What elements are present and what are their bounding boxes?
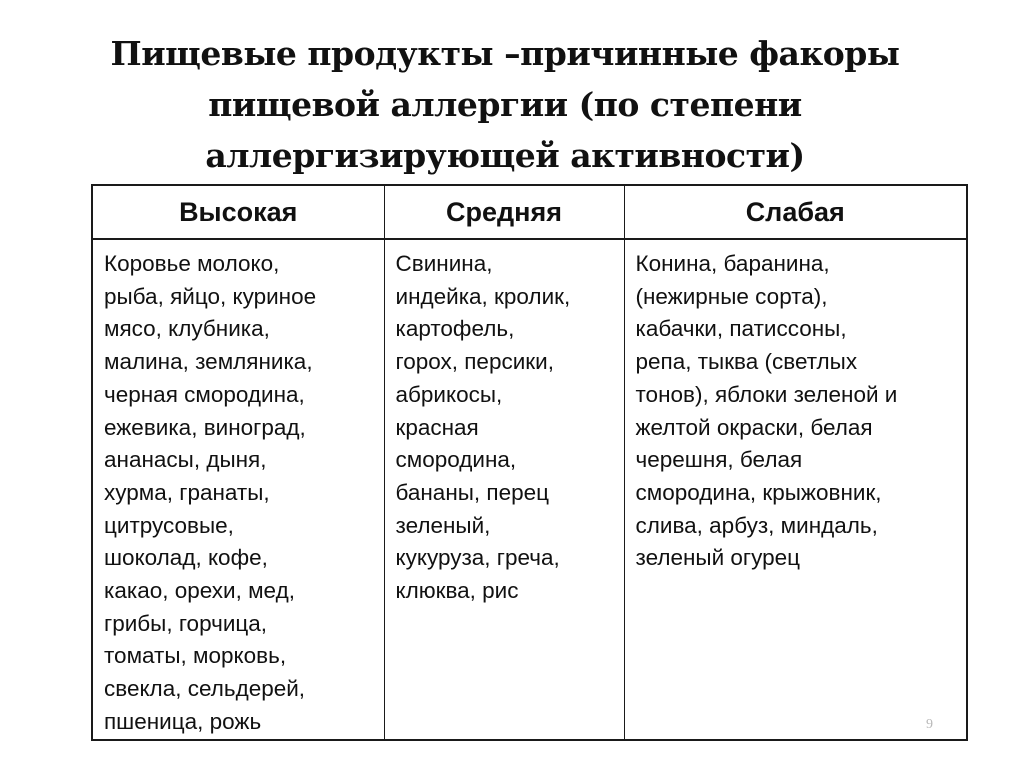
cell-text-line: смородина, крыжовник, — [635, 479, 882, 505]
cell-text-line: мясо, клубника, — [104, 316, 270, 342]
cell-text-line: клюква, рис — [395, 578, 519, 604]
cell-text-line: рыба, яйцо, куриное — [104, 283, 317, 309]
cell-text-line: пшеница, рожь — [104, 708, 262, 734]
low-activity-cell — [624, 239, 967, 740]
cell-text-line: кукуруза, греча, — [395, 545, 560, 571]
cell-text-line: Свинина, — [395, 251, 493, 276]
cell-text-line: свекла, сельдерей, — [104, 676, 306, 702]
cell-text-line: смородина, — [395, 447, 517, 473]
cell-text-line: черешня, белая — [635, 447, 803, 473]
title-line: Пищевые продукты –причинные факоры — [110, 34, 900, 73]
cell-text-line: малина, земляника, — [104, 349, 313, 375]
cell-text-line: слива, арбуз, миндаль, — [635, 512, 878, 538]
medium-activity-cell — [384, 239, 624, 740]
cell-text-line: бананы, перец — [395, 479, 550, 505]
cell-text-line: тонов), яблоки зеленой и — [635, 381, 898, 407]
cell-text-line: шоколад, кофе, — [104, 545, 268, 571]
cell-text-line: горох, персики, — [395, 349, 554, 375]
cell-text-line: ананасы, дыня, — [104, 447, 267, 473]
cell-text-line: Конина, баранина, — [635, 251, 830, 276]
title-line: аллергизирующей активности) — [205, 136, 805, 175]
cell-text-line: черная смородина, — [104, 381, 305, 407]
cell-text-line: зеленый огурец — [635, 545, 801, 571]
page-number: 9 — [926, 717, 933, 732]
cell-text-line: ежевика, виноград, — [104, 414, 306, 440]
slide-title — [0, 28, 1010, 181]
allergy-activity-table — [91, 184, 968, 741]
cell-text-line: репа, тыква (светлых — [635, 349, 858, 375]
column-header-medium: Средняя — [384, 185, 624, 239]
cell-text-line: картофель, — [395, 316, 515, 342]
cell-text-line: цитрусовые, — [104, 512, 234, 538]
high-activity-cell — [92, 239, 384, 740]
cell-text-line: кабачки, патиссоны, — [635, 316, 847, 342]
cell-text-line: индейка, кролик, — [395, 283, 571, 309]
cell-text-line: абрикосы, — [395, 381, 503, 407]
cell-text-line: желтой окраски, белая — [635, 414, 873, 440]
cell-text-line: грибы, горчица, — [104, 610, 268, 636]
table-header-row — [92, 185, 967, 239]
cell-text-line: какао, орехи, мед, — [104, 578, 295, 604]
column-header-low: Слабая — [624, 185, 967, 239]
cell-text-line: томаты, морковь, — [104, 643, 287, 669]
cell-text-line: красная — [395, 414, 479, 440]
cell-text-line: хурма, гранаты, — [104, 479, 270, 505]
cell-text-line: (нежирные сорта), — [635, 283, 828, 309]
column-header-high: Высокая — [92, 185, 384, 239]
table-body-row — [92, 239, 967, 740]
cell-text-line: зеленый, — [395, 512, 491, 538]
cell-text-line: Коровье молоко, — [104, 251, 280, 276]
title-line: пищевой аллергии (по степени — [208, 85, 802, 124]
